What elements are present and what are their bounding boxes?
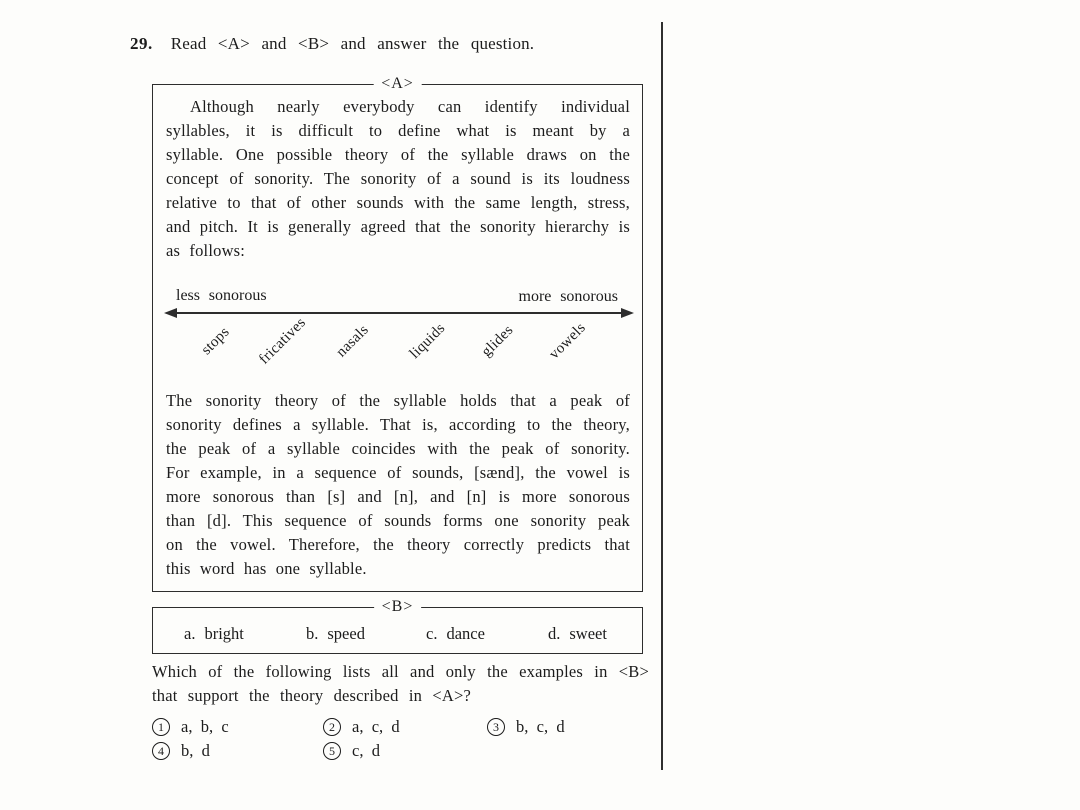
example-a-word: bright: [204, 624, 244, 643]
option-5[interactable]: [323, 741, 487, 761]
option-5-circled-number: 5: [323, 742, 341, 760]
scale-more-sonorous-label: more sonorous: [518, 288, 618, 305]
option-4-circled-number: 4: [152, 742, 170, 760]
option-2-circled-number: 2: [323, 718, 341, 736]
option-1[interactable]: [152, 717, 323, 737]
option-4-text: b, d: [181, 741, 210, 760]
scale-less-sonorous-label: less sonorous: [176, 287, 267, 304]
box-b-label: <B>: [374, 597, 422, 617]
column-divider: [661, 22, 663, 770]
option-4[interactable]: [152, 741, 323, 761]
scale-item-stops: stops: [198, 324, 233, 359]
scale-item-glides: glides: [478, 322, 517, 361]
passage-paragraph-1: Although nearly everybody can identify individual syllables, it is difficult to define what is meant by a syllable. One possible theory of the syllable draws on the concept of sonority. The sonority of a sound is its loudness relative to that of other sounds with the same length, stress, and pitch. It is generally agreed that the sonority hierarchy is as follows:: [166, 97, 630, 260]
example-d-word: sweet: [569, 624, 607, 643]
example-a: [184, 624, 244, 644]
example-d: [548, 624, 607, 644]
question-number: 29.: [130, 34, 153, 53]
option-5-text: c, d: [352, 741, 380, 760]
example-b: [306, 624, 365, 644]
option-2[interactable]: [323, 717, 487, 737]
scale-item-vowels: vowels: [546, 319, 589, 363]
option-1-text: a, b, c: [181, 717, 229, 736]
option-2-text: a, c, d: [352, 717, 400, 736]
question-prompt: Read <A> and <B> and answer the question.: [170, 34, 535, 53]
example-a-marker: a.: [184, 624, 196, 643]
passage-box-a: [152, 75, 643, 592]
question-stem: Which of the following lists all and only the examples in <B> that support the theory described in <A>?: [152, 662, 649, 705]
scale-item-nasals: nasals: [333, 321, 372, 361]
example-b-word: speed: [327, 624, 365, 643]
example-c-marker: c.: [426, 624, 438, 643]
option-3-text: b, c, d: [516, 717, 565, 736]
box-a-label: <A>: [373, 74, 422, 94]
example-c-word: dance: [446, 624, 485, 643]
option-3-circled-number: 3: [487, 718, 505, 736]
example-b-marker: b.: [306, 624, 319, 643]
example-c: [426, 624, 485, 644]
option-1-circled-number: 1: [152, 718, 170, 736]
scale-item-fricatives: fricatives: [256, 314, 310, 368]
scale-item-liquids: liquids: [406, 320, 449, 362]
example-d-marker: d.: [548, 624, 561, 643]
question-header: [130, 34, 534, 54]
passage-paragraph-2: The sonority theory of the syllable holds that a peak of sonority defines a syllable. That is, according to the theory, the peak of a syllable coincides with the peak of sonority. For example, in a sequence of sounds, [sænd], the vowel is more sonorous than [s] and [n], and [n] is more sonorous than [d]. This sequence of sounds forms one sonority peak on the vowel. Therefore, the theory correctly predicts that this word has one syllable.: [166, 391, 630, 578]
examples-box-b: [152, 598, 643, 654]
option-3[interactable]: [487, 717, 565, 737]
answer-options: [152, 717, 565, 761]
